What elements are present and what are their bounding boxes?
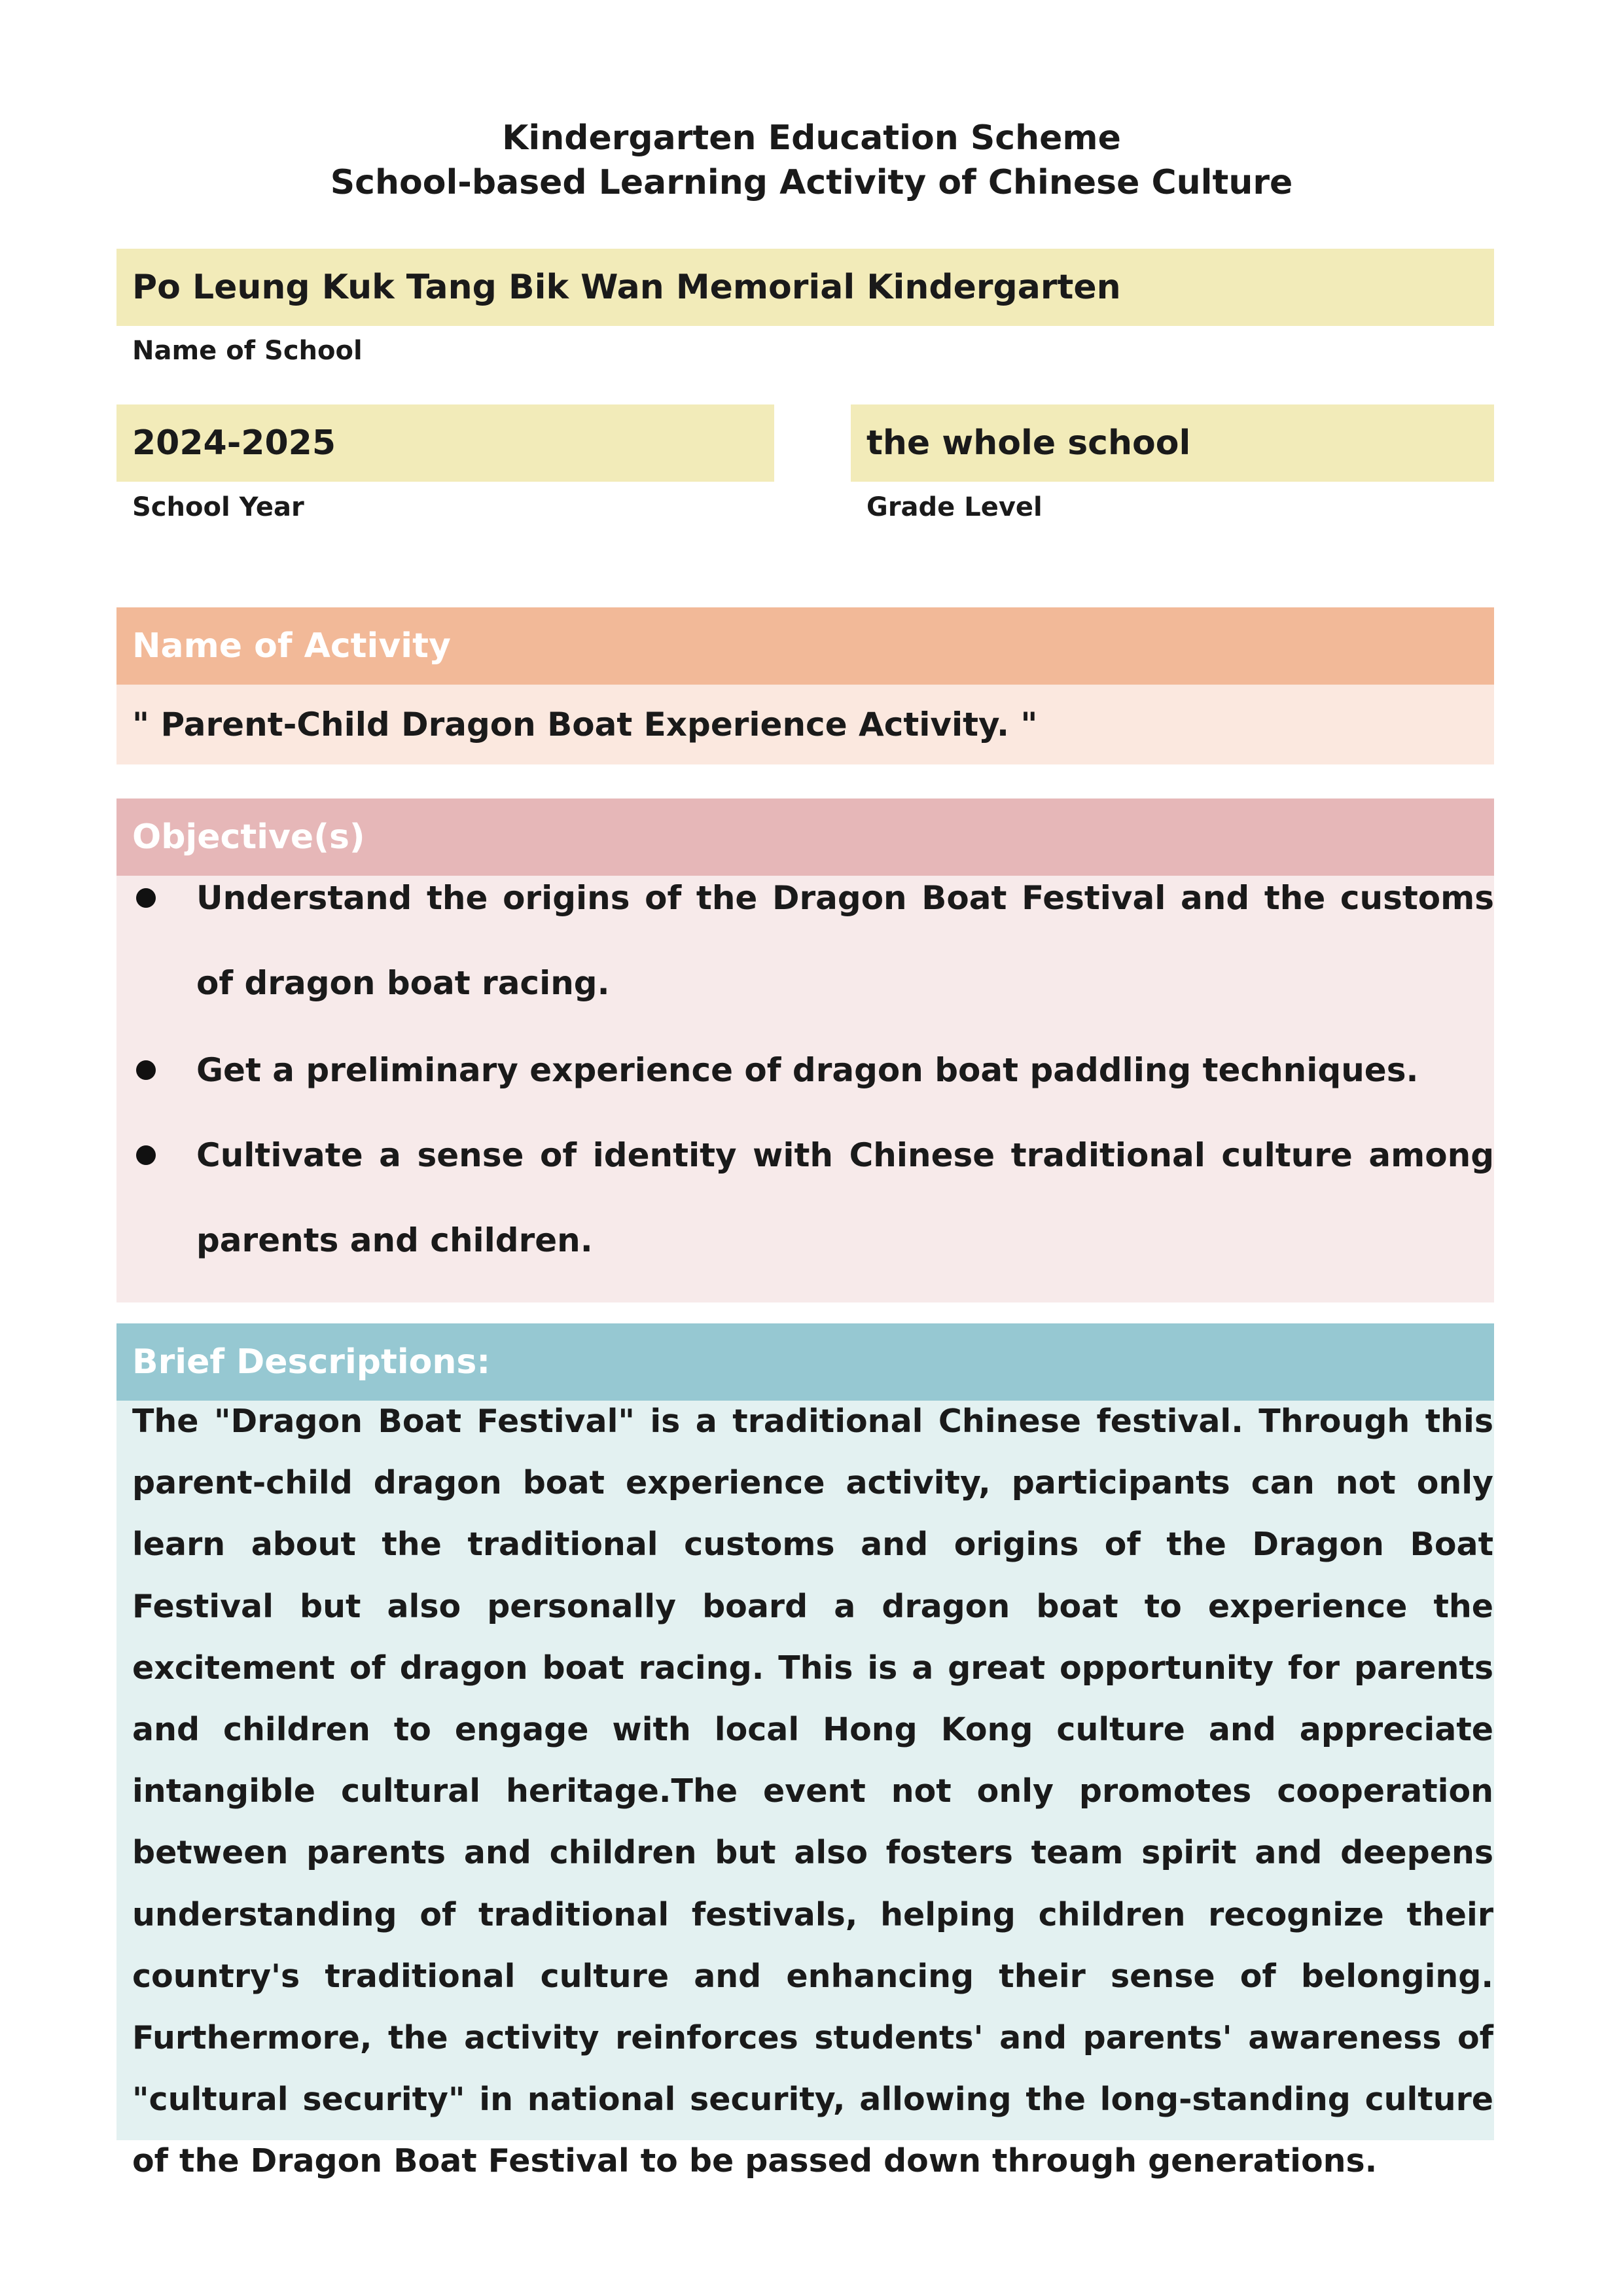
bullet-icon — [136, 1060, 156, 1080]
bullet-icon — [136, 1145, 156, 1165]
objective-item: Understand the origins of the Dragon Boat Festival and the customs of dragon boat racing. — [196, 879, 1494, 1002]
description-header — [116, 1323, 1494, 1401]
activity-body — [116, 685, 1494, 764]
school-year-value: 2024-2025 — [132, 423, 336, 463]
school-year-field — [116, 404, 774, 482]
grade-level-label: Grade Level — [866, 492, 1043, 522]
title-line-1: Kindergarten Education Scheme — [502, 118, 1121, 158]
grade-level-field — [851, 404, 1494, 482]
objective-item: Cultivate a sense of identity with Chinese traditional culture among parents and children. — [196, 1136, 1494, 1259]
bullet-icon — [136, 888, 156, 908]
description-header-label: Brief Descriptions: — [132, 1342, 491, 1382]
objectives-header-label: Objective(s) — [132, 817, 365, 857]
activity-name-value: " Parent-Child Dragon Boat Experience Activity. " — [132, 706, 1038, 744]
school-year-label: School Year — [132, 492, 304, 522]
grade-level-value: the whole school — [866, 423, 1191, 463]
activity-header-label: Name of Activity — [132, 626, 451, 666]
school-name-field — [116, 249, 1494, 326]
school-name-value: Po Leung Kuk Tang Bik Wan Memorial Kindergarten — [132, 268, 1121, 307]
description-text: The "Dragon Boat Festival" is a traditional Chinese festival. Through this parent-child dragon boat experience activity, participants can not only learn about the traditional customs and origins of the Dragon Boat Festival but also personally board a dragon boat to experience the excitement of dragon boat racing. This is a great opportunity for parents and children to engage with local Hong Kong culture and appreciate intangible cultural heritage.The event not only promotes cooperation between parents and children but also fosters team spirit and deepens understanding of traditional festivals, helping children recognize their country's traditional culture and enhancing their sense of belonging. Furthermore, the activity reinforces students' and parents' awareness of "cultural security" in national security, allowing the long-standing culture of the Dragon Boat Festival to be passed down through generations. — [132, 1403, 1493, 2180]
school-name-label: Name of School — [132, 336, 363, 366]
objective-item: Get a preliminary experience of dragon boat paddling techniques. — [196, 1051, 1419, 1089]
activity-header — [116, 607, 1494, 685]
title-line-2: School-based Learning Activity of Chinese Culture — [330, 163, 1293, 202]
